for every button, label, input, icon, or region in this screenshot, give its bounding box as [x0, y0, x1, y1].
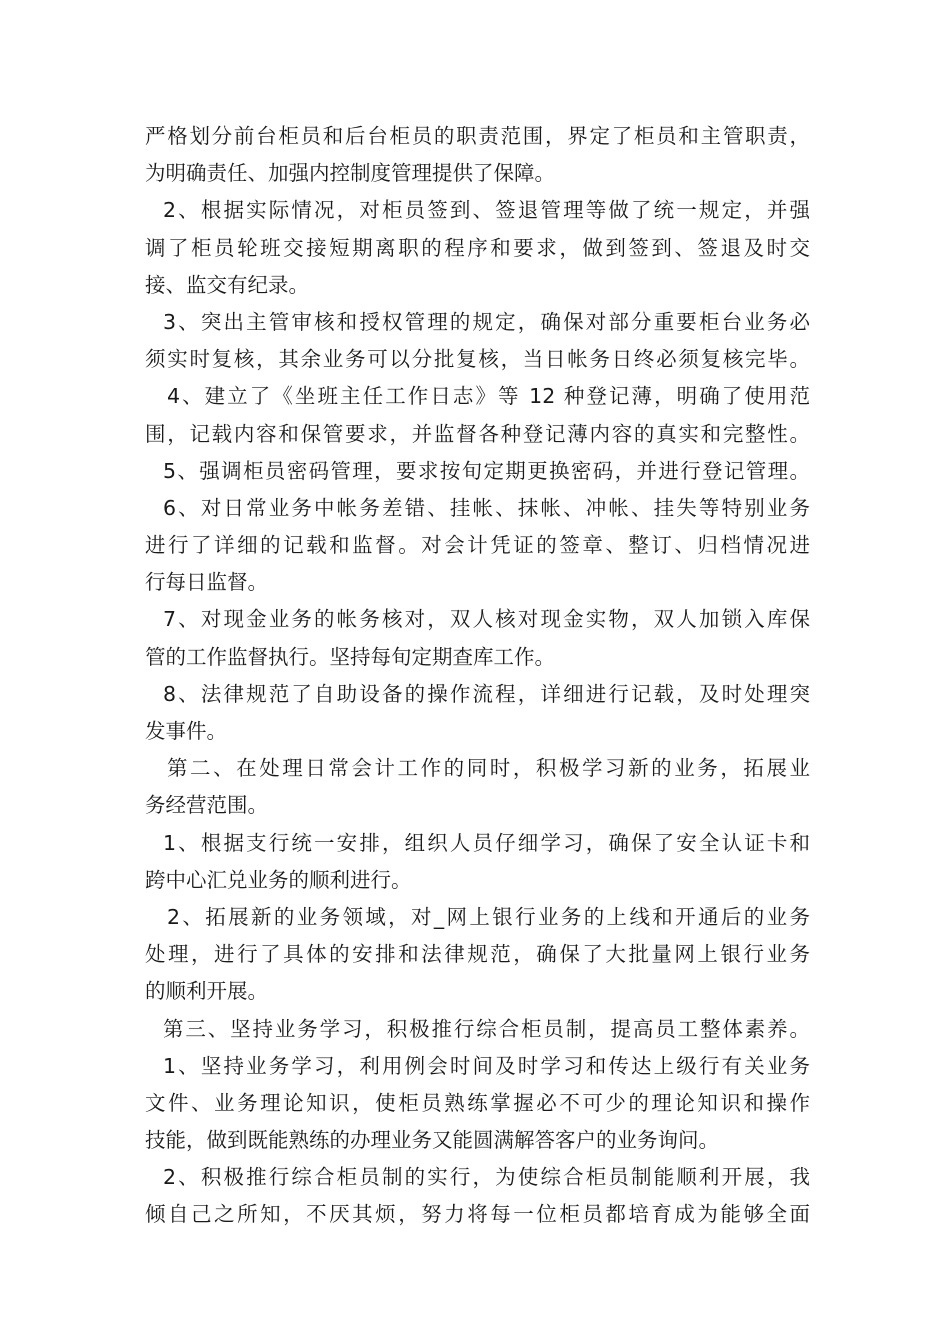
- text-line: 须实时复核，其余业务可以分批复核，当日帐务日终必须复核完毕。: [145, 347, 810, 372]
- text-line: 3、突出主管审核和授权管理的规定，确保对部分重要柜台业务必: [163, 309, 810, 334]
- text-line: 严格划分前台柜员和后台柜员的职责范围，界定了柜员和主管职责，: [145, 124, 810, 148]
- text-line: 处理，进行了具体的安排和法律规范，确保了大批量网上银行业务: [145, 942, 810, 967]
- text-line: 5、强调柜员密码管理，要求按旬定期更换密码，并进行登记管理。: [163, 458, 810, 483]
- text-line: 文件、业务理论知识，使柜员熟练掌握必不可少的理论知识和操作: [145, 1090, 810, 1115]
- text-line: 7、对现金业务的帐务核对，双人核对现金实物，双人加锁入库保: [163, 607, 810, 632]
- text-line: 为明确责任、加强内控制度管理提供了保障。: [145, 161, 555, 186]
- text-line: 8、法律规范了自助设备的操作流程，详细进行记载，及时处理突: [163, 681, 810, 706]
- text-line: 务经营范围。: [145, 793, 268, 818]
- text-line: 第二、在处理日常会计工作的同时，积极学习新的业务，拓展业: [167, 756, 810, 781]
- text-line: 2、拓展新的业务领域，对_网上银行业务的上线和开通后的业务: [167, 904, 810, 929]
- text-line: 技能，做到既能熟练的办理业务又能圆满解答客户的业务询问。: [145, 1128, 719, 1153]
- text-line: 跨中心汇兑业务的顺利进行。: [145, 867, 412, 892]
- text-line: 2、积极推行综合柜员制的实行，为使综合柜员制能顺利开展，我: [163, 1165, 810, 1190]
- text-line: 调了柜员轮班交接短期离职的程序和要求，做到签到、签退及时交: [145, 235, 810, 260]
- text-line: 发事件。: [145, 719, 227, 743]
- text-line: 围，记载内容和保管要求，并监督各种登记薄内容的真实和完整性。: [145, 421, 810, 446]
- document-body: [145, 118, 810, 1234]
- text-line: 行每日监督。: [145, 570, 268, 595]
- text-line: 1、根据支行统一安排，组织人员仔细学习，确保了安全认证卡和: [163, 830, 810, 855]
- text-line: 的顺利开展。: [145, 979, 268, 1004]
- text-line: 4、建立了《坐班主任工作日志》等 12 种登记薄，明确了使用范: [167, 384, 810, 409]
- text-line: 管的工作监督执行。坚持每旬定期查库工作。: [145, 644, 555, 669]
- text-line: 倾自己之所知，不厌其烦，努力将每一位柜员都培育成为能够全面: [145, 1202, 810, 1227]
- text-line: 接、监交有纪录。: [145, 272, 309, 297]
- text-line: 进行了详细的记载和监督。对会计凭证的签章、整订、归档情况进: [145, 533, 810, 558]
- text-line: 1、坚持业务学习，利用例会时间及时学习和传达上级行有关业务: [163, 1053, 810, 1078]
- text-line: 2、根据实际情况，对柜员签到、签退管理等做了统一规定，并强: [163, 198, 810, 223]
- text-line: 第三、坚持业务学习，积极推行综合柜员制，提高员工整体素养。: [163, 1016, 810, 1041]
- text-line: 6、对日常业务中帐务差错、挂帐、抹帐、冲帐、挂失等特别业务: [163, 495, 810, 520]
